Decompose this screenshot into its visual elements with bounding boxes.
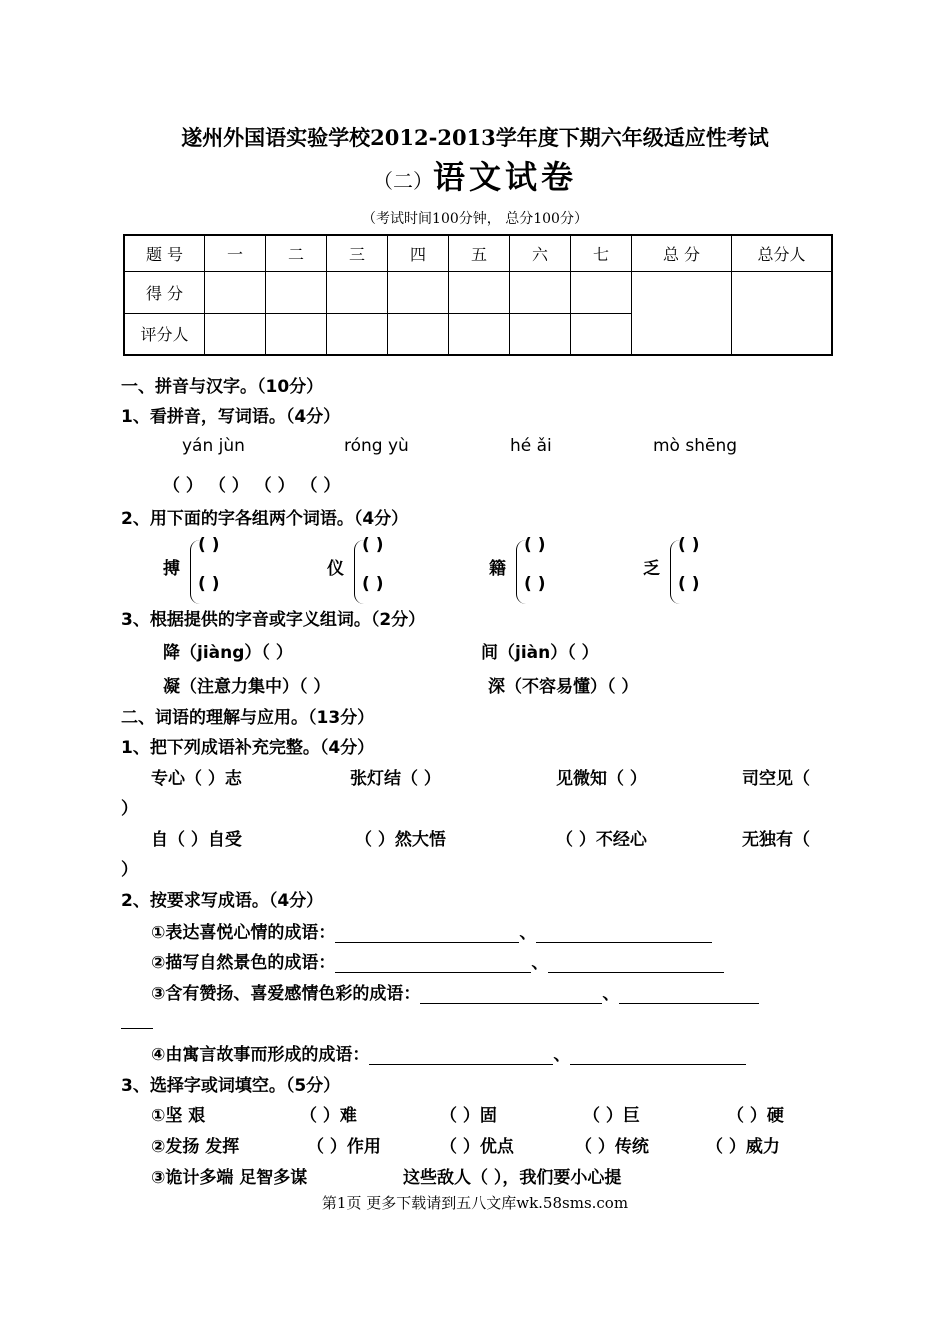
grader-cell[interactable] (266, 313, 327, 355)
q3-blank[interactable]: （ ）作用 (307, 1137, 381, 1157)
idiom[interactable]: （ ）不经心 (556, 830, 647, 850)
char-yi: 仪 (327, 559, 344, 579)
score-cell[interactable] (449, 271, 510, 313)
idiom[interactable]: 张灯结（ ） (350, 769, 441, 789)
exam-title: 遂州外国语实验学校2012-2013学年度下期六年级适应性考试 (181, 125, 769, 150)
pinyin-2: róng yù (344, 436, 409, 456)
th-q7: 七 (571, 235, 632, 271)
separator: 、 (531, 953, 549, 973)
exam-subject-title (0, 152, 950, 198)
separator: 、 (602, 984, 620, 1004)
q3-option-label: ②发扬 发挥 (151, 1137, 240, 1157)
th-q3: 三 (327, 235, 388, 271)
page-footer: 第1页 更多下载请到五八文库wk.58sms.com (321, 1194, 629, 1212)
section2-q2: 2、按要求写成语。（4分） (121, 891, 324, 911)
section2-heading: 二、词语的理解与应用。（13分） (121, 708, 375, 728)
idiom[interactable]: 专心（ ）志 (151, 769, 242, 789)
idiom[interactable]: （ ）然大悟 (355, 830, 446, 850)
grader-cell[interactable] (510, 313, 571, 355)
blank-pair[interactable]: ( ) (198, 535, 220, 555)
th-total: 总 分 (632, 235, 732, 271)
exam-info: （考试时间100分钟， 总分100分） (362, 211, 588, 227)
q3-jian[interactable]: 间（jiàn）（ ） (481, 643, 599, 663)
answer-blank[interactable] (619, 985, 759, 1004)
char-ji: 籍 (489, 559, 506, 579)
row-score-label: 得 分 (124, 271, 205, 313)
section1-q1: 1、看拼音，写词语。（4分） (121, 407, 341, 427)
q2-item-label: ②描写自然景色的成语： (151, 953, 336, 973)
th-q5: 五 (449, 235, 510, 271)
answer-blank-wrap[interactable] (121, 1010, 153, 1029)
grader-cell[interactable] (388, 313, 449, 355)
total-score-cell[interactable] (632, 271, 732, 355)
section1-q2: 2、用下面的字各组两个词语。（4分） (121, 509, 409, 529)
q2-item-2 (151, 948, 724, 973)
blank-pair[interactable]: ( ) (198, 574, 220, 594)
blank-pair[interactable]: ( ) (362, 535, 384, 555)
grader-cell[interactable] (327, 313, 388, 355)
blank-pair[interactable]: ( ) (524, 535, 546, 555)
q2-item-label: ①表达喜悦心情的成语： (151, 923, 336, 943)
row-grader-label: 评分人 (124, 313, 205, 355)
idiom[interactable]: 司空见（ (742, 769, 810, 789)
answer-blank[interactable] (369, 1046, 553, 1065)
answer-parens[interactable]: （ ） （ ） （ ） （ ） (163, 476, 341, 496)
char-fa: 乏 (643, 559, 660, 579)
answer-blank[interactable] (536, 924, 712, 943)
q2-item-4 (151, 1040, 746, 1065)
q3-option-label: ①坚 艰 (151, 1106, 206, 1126)
q3-blank[interactable]: （ ）传统 (575, 1137, 649, 1157)
grader-cell[interactable] (449, 313, 510, 355)
answer-blank[interactable] (335, 954, 531, 973)
q2-item-3 (151, 979, 759, 1004)
score-cell[interactable] (571, 271, 632, 313)
score-cell[interactable] (510, 271, 571, 313)
score-cell[interactable] (327, 271, 388, 313)
q3-option-label: ③诡计多端 足智多谋 (151, 1168, 308, 1188)
th-question-number: 题 号 (124, 235, 205, 271)
th-q2: 二 (266, 235, 327, 271)
q2-item-label: ④由寓言故事而形成的成语： (151, 1045, 370, 1065)
pinyin-4: mò shēng (653, 436, 738, 456)
score-cell[interactable] (266, 271, 327, 313)
answer-blank[interactable] (335, 924, 519, 943)
q3-jiang[interactable]: 降（jiàng）（ ） (163, 643, 293, 663)
grader-cell[interactable] (571, 313, 632, 355)
th-q4: 四 (388, 235, 449, 271)
answer-blank[interactable] (570, 1046, 746, 1065)
idiom-wrap: ） (121, 860, 138, 880)
q3-blank[interactable]: （ ）难 (300, 1106, 357, 1126)
q2-item-label: ③含有赞扬、喜爱感情色彩的成语： (151, 984, 421, 1004)
q3-blank[interactable]: （ ）硬 (727, 1106, 784, 1126)
blank-pair[interactable]: ( ) (678, 535, 700, 555)
q3-blank[interactable]: （ ）巨 (583, 1106, 640, 1126)
th-grader-total: 总分人 (732, 235, 833, 271)
title-prefix: （二） (372, 169, 433, 193)
total-grader-cell[interactable] (732, 271, 833, 355)
q3-shen[interactable]: 深（不容易懂）（ ） (488, 677, 639, 697)
grader-cell[interactable] (205, 313, 266, 355)
score-cell[interactable] (205, 271, 266, 313)
q3-blank[interactable]: （ ）固 (440, 1106, 497, 1126)
answer-blank[interactable] (420, 985, 602, 1004)
section1-q3: 3、根据提供的字音或字义组词。（2分） (121, 610, 426, 630)
score-table (123, 234, 833, 356)
separator: 、 (553, 1045, 571, 1065)
char-bo: 搏 (163, 559, 180, 579)
blank-pair[interactable]: ( ) (678, 574, 700, 594)
idiom[interactable]: 见微知（ ） (556, 769, 647, 789)
q3-blank[interactable]: （ ）威力 (706, 1137, 780, 1157)
separator: 、 (519, 923, 537, 943)
q2-item-1 (151, 918, 712, 943)
blank-pair[interactable]: ( ) (362, 574, 384, 594)
pinyin-1: yán jùn (182, 436, 245, 456)
q3-ning[interactable]: 凝（注意力集中）（ ） (163, 677, 331, 697)
idiom[interactable]: 无独有（ (742, 830, 810, 850)
th-q6: 六 (510, 235, 571, 271)
q3-sentence[interactable]: 这些敌人（ ），我们要小心提 (403, 1168, 622, 1188)
answer-blank[interactable] (548, 954, 724, 973)
section2-q3: 3、选择字或词填空。（5分） (121, 1076, 341, 1096)
blank-pair[interactable]: ( ) (524, 574, 546, 594)
q3-blank[interactable]: （ ）优点 (440, 1137, 514, 1157)
idiom[interactable]: 自（ ）自受 (151, 830, 242, 850)
section1-heading: 一、拼音与汉字。（10分） (121, 377, 324, 397)
th-q1: 一 (205, 235, 266, 271)
idiom-wrap: ） (121, 799, 138, 819)
title-main: 语文试卷 (432, 158, 577, 196)
score-cell[interactable] (388, 271, 449, 313)
section2-q1: 1、把下列成语补充完整。（4分） (121, 738, 375, 758)
pinyin-3: hé ǎi (510, 436, 552, 456)
